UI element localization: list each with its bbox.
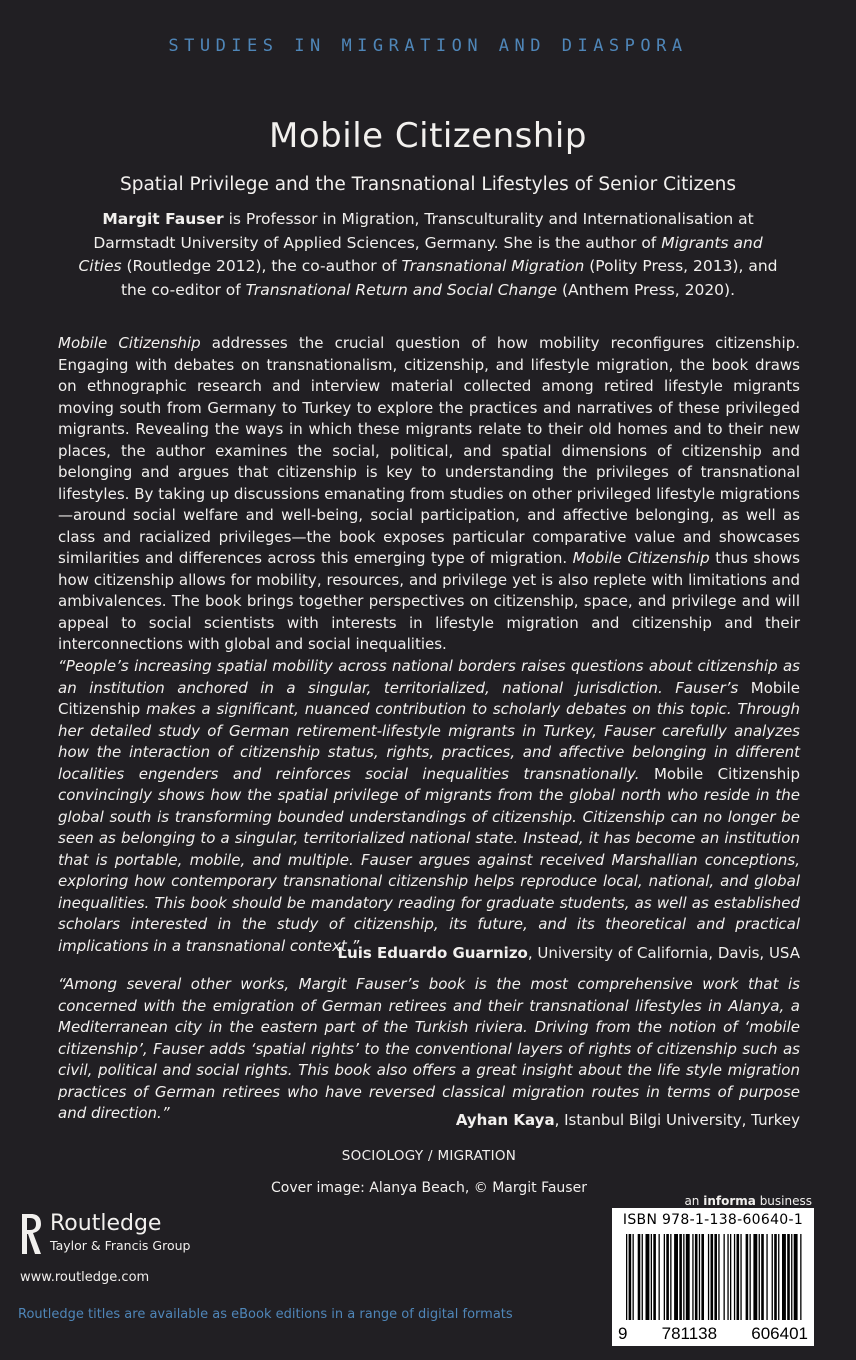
barcode-icon	[626, 1234, 802, 1320]
subject-category: SOCIOLOGY / MIGRATION	[341, 1148, 517, 1164]
ebook-note: Routledge titles are available as eBook editions in a range of digital formats	[18, 1307, 513, 1322]
bio-text: (Anthem Press, 2020).	[557, 280, 736, 299]
quote-text: “Among several other works, Margit Fauser’s book is the most comprehensive work that is concerned with the emigration of German retirees and their transnational lifestyles in Alanya, a Mediterranean city in the eastern part of the Turkish riviera. Driving from the notion of ‘mobile citizenship’, Fauser adds ‘spatial rights’ to the conventional layers of rights of citizenship such as civil, political and social rights. This book also offers a great insight about the life style migration practices of German retirees who have reversed classical migration routes in terms of purpose and direction.”	[58, 975, 800, 1122]
quote-text: “People’s increasing spatial mobility across national borders raises questions about citizenship as an institution anchored in a singular, territorialized, national jurisdiction. Fauser’s	[58, 657, 800, 697]
title-ref: Mobile Citizenship	[58, 678, 800, 718]
bio-text: (Polity Press, 2013), and the co-editor of	[120, 257, 778, 299]
informa-tagline	[684, 1194, 812, 1208]
endorser-affiliation: , University of California, Davis, USA	[527, 944, 800, 962]
series-title: STUDIES IN MIGRATION AND DIASPORA	[168, 36, 688, 56]
publisher-name: Routledge	[50, 1211, 162, 1236]
endorsement-quote	[58, 974, 800, 1125]
publisher-url[interactable]: www.routledge.com	[20, 1270, 150, 1285]
endorser-name: Ayhan Kaya	[455, 1111, 555, 1129]
barcode-block	[612, 1208, 814, 1346]
book-ref: Migrants and Cities	[78, 233, 763, 275]
endorser-affiliation: , Istanbul Bilgi University, Turkey	[554, 1111, 800, 1129]
author-name: Margit Fauser	[102, 210, 224, 228]
quote-text: makes a significant, nuanced contribution to scholarly debates on this topic. Through her detailed study of German retirement-lifestyle migrants in Turkey, Fauser carefully analyzes how the interaction of citizenship status, rights, practices, and affective belonging in different localities engenders and reinforces social inequalities transnationally.	[58, 700, 800, 783]
endorsement-attribution	[338, 944, 800, 962]
author-bio	[70, 208, 786, 302]
title-ref: Mobile Citizenship	[58, 334, 201, 352]
title-ref: Mobile Citizenship	[572, 549, 710, 567]
description-text: addresses the crucial question of how mobility reconfigures citizenship. Engaging with debates on transnationalism, citizenship, and lifestyle migration, the book draws on ethnographic research and interview material collected among retired lifestyle migrants moving south from Germany to Turkey to explore the practices and narratives of these privileged migrants. Revealing the ways in which these migrants relate to their old homes and to their new places, the author examines the social, political, and spatial dimensions of citizenship and belonging and argues that citizenship is key to understanding the privileges of transnational lifestyles. By taking up discussions emanating from studies on other privileged lifestyle migrations—around social welfare and well-being, social participation, and affective belonging, as well as class and racialized privileges—the book exposes particular comparative value and showcases similarities and differences across this emerging type of migration.	[58, 334, 800, 567]
routledge-r-icon	[20, 1212, 42, 1256]
barcode-digit-group: 781138	[661, 1324, 718, 1343]
informa-text: business	[755, 1194, 812, 1208]
quote-text: convincingly shows how the spatial privilege of migrants from the global north who reside in the global south is transforming bounded understandings of citizenship. Citizenship can no longer be seen as belonging to a singular, territorialized national state. Instead, it has become an institution that is portable, mobile, and multiple. Fauser argues against received Marshallian conceptions, exploring how contemporary transnational citizenship helps reproduce local, national, and global inequalities. This book should be mandatory reading for graduate students, as well as established scholars interested in the study of citizenship, its future, and its theoretical and practical implications in a transnational context.”	[58, 786, 800, 955]
isbn-number: ISBN 978-1-138-60640-1	[622, 1212, 804, 1228]
book-title: Mobile Citizenship	[269, 116, 587, 156]
endorser-name: Luis Eduardo Guarnizo	[337, 944, 528, 962]
bio-text: is Professor in Migration, Transculturality and Internationalisation at Darmstadt University of Applied Sciences, Germany. She is the author of	[93, 210, 754, 252]
informa-brand: informa	[703, 1194, 756, 1208]
book-ref: Transnational Return and Social Change	[245, 280, 558, 299]
bio-text: (Routledge 2012), the co-author of	[121, 257, 402, 275]
endorsement-quote	[58, 656, 800, 957]
book-subtitle: Spatial Privilege and the Transnational Lifestyles of Senior Citizens	[119, 174, 737, 195]
publisher-group: Taylor & Francis Group	[50, 1238, 191, 1253]
endorsement-attribution	[456, 1111, 800, 1129]
cover-credit: Cover image: Alanya Beach, © Margit Fauser	[271, 1180, 587, 1196]
barcode-digits	[612, 1324, 814, 1344]
title-ref: Mobile Citizenship	[653, 764, 800, 783]
publisher-logo	[20, 1212, 190, 1256]
book-ref: Transnational Migration	[401, 257, 585, 275]
description-text: thus shows how citizenship allows for mobility, resources, and privilege yet is also replete with limitations and ambivalences. The book brings together perspectives on citizenship, space, and privilege and will appeal to social scientists with interests in lifestyle migration and citizenship and their interconnections with global and social inequalities.	[58, 549, 800, 653]
book-description	[58, 333, 800, 656]
barcode-digit-group: 606401	[751, 1324, 808, 1343]
barcode-digit-group: 9	[618, 1324, 628, 1343]
informa-text: an	[684, 1194, 704, 1208]
